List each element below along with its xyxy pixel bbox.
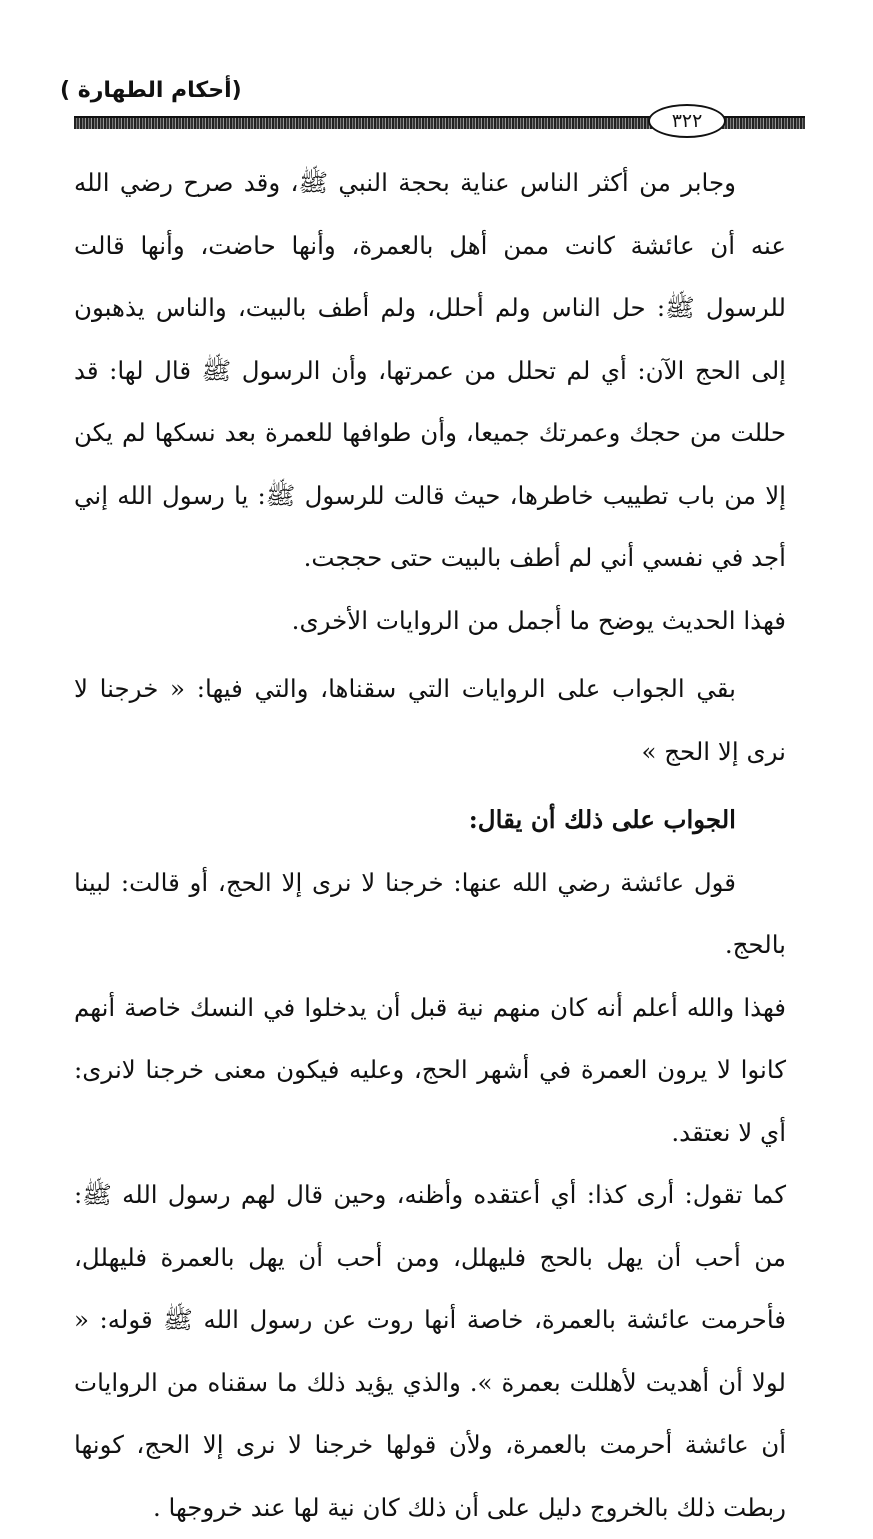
section-heading: الجواب على ذلك أن يقال: bbox=[468, 805, 736, 834]
paragraph: فهذا الحديث يوضح ما أجمل من الروايات الأخرى. bbox=[291, 605, 786, 635]
running-header-title: (أحكام الطهارة ) bbox=[60, 78, 242, 103]
paragraph: بقي الجواب على الروايات التي سقناها، والتي فيها: « خرجنا لا نرى إلا الحج » bbox=[74, 674, 786, 766]
paragraph: قول عائشة رضي الله عنها: خرجنا لا نرى إلا الحج، أو قالت: لبينا بالحج. bbox=[74, 867, 786, 959]
main-text bbox=[74, 152, 786, 1539]
paragraph: فهذا والله أعلم أنه كان منهم نية قبل أن يدخلوا في النسك خاصة أنهم كانوا لا يرون العمرة في أشهر الحج، وعليه فيكون معنى خرجنا لانرى: أي لا نعتقد. bbox=[74, 992, 786, 1147]
paragraph: وجابر من أكثر الناس عناية بحجة النبي ﷺ، وقد صرح رضي الله عنه أن عائشة كانت ممن أهل بالعمرة، وأنها حاضت، وأنها قالت للرسول ﷺ: حل الناس ولم أحلل، ولم أطف بالبيت، والناس يذهبون إلى الحج الآن: أي لم تحلل من عمرتها، وأن الرسول ﷺ قال لها: قد حللت من حجك وعمرتك جميعا، وأن طوافها للعمرة بعد نسكها لم يكن إلا من باب تطييب خاطرها، حيث قالت للرسول ﷺ: يا رسول الله إني أجد في نفسي أني لم أطف بالبيت حتى حججت. bbox=[74, 168, 786, 572]
page-number: ٣٢٢ bbox=[648, 104, 726, 138]
paragraph: كما تقول: أرى كذا: أي أعتقده وأظنه، وحين قال لهم رسول الله ﷺ: من أحب أن يهل بالحج فليهلل، ومن أحب أن يهل بالعمرة فليهلل، فأحرمت عائشة بالعمرة، خاصة أنها روت عن رسول الله ﷺ قوله: « لولا أن أهديت لأهللت بعمرة ». والذي يؤيد ذلك ما سقناه من الروايات أن عائشة أحرمت بالعمرة، ولأن قولها خرجنا لا نرى إلا الحج، كونها ربطت ذلك بالخروج دليل على أن ذلك كان نية لها عند خروجها . bbox=[74, 1180, 786, 1522]
